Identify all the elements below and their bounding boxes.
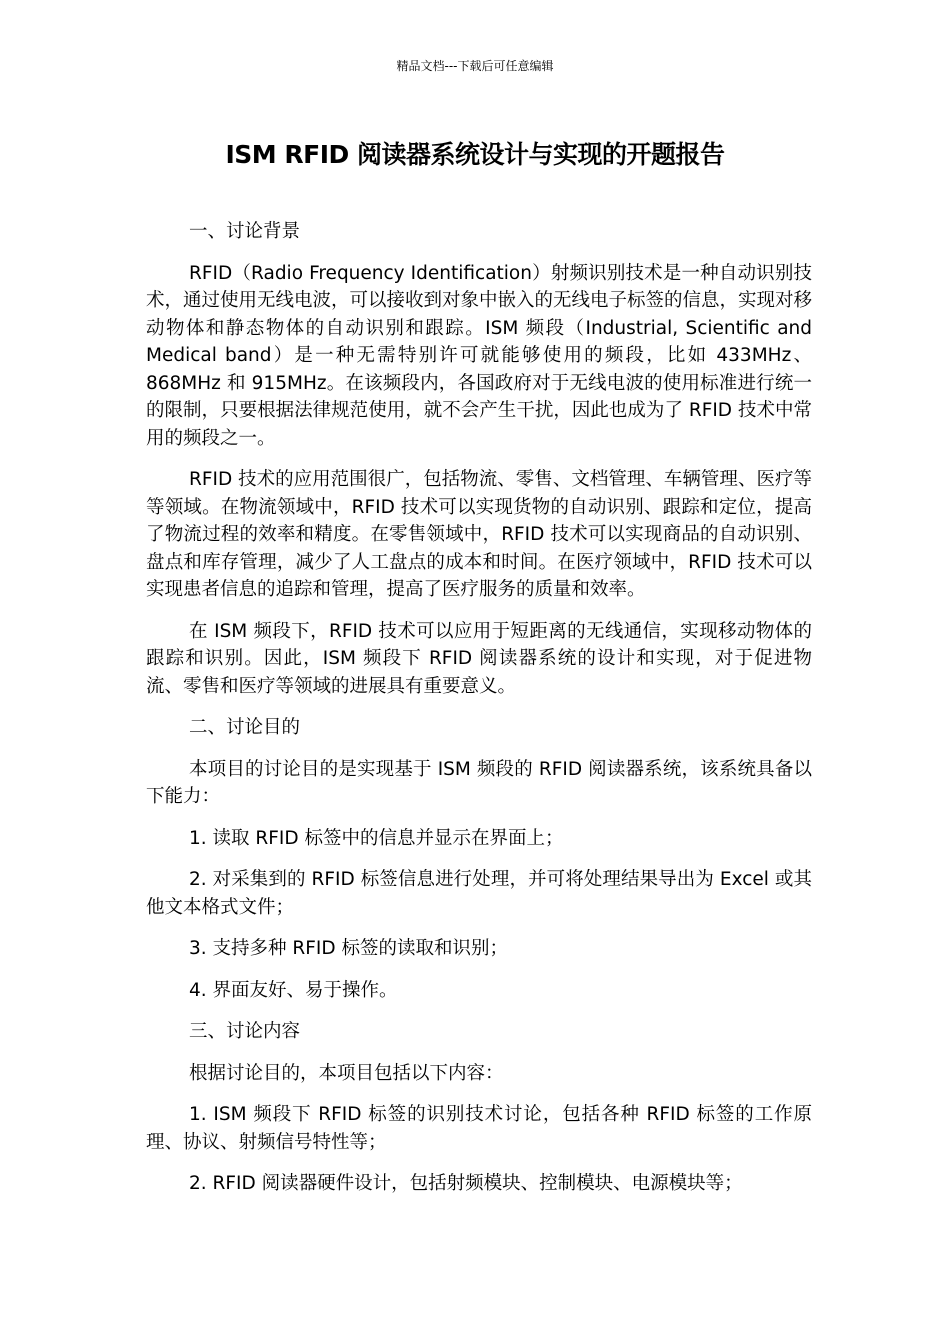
list-item-content-2: 2. RFID 阅读器硬件设计，包括射频模块、控制模块、电源模块等；: [189, 1173, 743, 1194]
paragraph-content-intro: 根据讨论目的，本项目包括以下内容：: [189, 1062, 504, 1084]
page-header: 精品文档---下载后可任意编辑: [396, 59, 554, 73]
section-heading-content: 三、讨论内容: [189, 1021, 301, 1042]
document-title: ISM RFID 阅读器系统设计与实现的开题报告: [225, 140, 725, 169]
section-heading-purpose: 二、讨论目的: [189, 717, 301, 738]
document-body: [146, 218, 812, 1212]
paragraph-rfid-applications: RFID 技术的应用范围很广，包括物流、零售、文档管理、车辆管理、医疗等等领域。在物流领域中，RFID 技术可以实现货物的自动识别、跟踪和定位，提高了物流过程的效率和精度。在零售领域中，RFID 技术可以实现商品的自动识别、盘点和库存管理，减少了人工盘点的成本和时间。在医疗领域中，RFID 技术可以实现患者信息的追踪和管理，提高了医疗服务的质量和效率。: [146, 469, 812, 600]
paragraph-purpose-intro: 本项目的讨论目的是实现基于 ISM 频段的 RFID 阅读器系统，该系统具备以下能力：: [146, 758, 812, 807]
paragraph-ism-significance: 在 ISM 频段下，RFID 技术可以应用于短距离的无线通信，实现移动物体的跟踪和识别。因此，ISM 频段下 RFID 阅读器系统的设计和实现，对于促进物流、零售和医疗等领域的进展具有重要意义。: [146, 620, 812, 697]
list-item-capability-3: 3. 支持多种 RFID 标签的读取和识别；: [189, 938, 508, 959]
list-item-capability-2: 2. 对采集到的 RFID 标签信息进行处理，并可将处理结果导出为 Excel 或其他文本格式文件；: [146, 869, 812, 918]
list-item-capability-4: 4. 界面友好、易于操作。: [189, 979, 398, 1001]
list-item-content-1: 1. ISM 频段下 RFID 标签的识别技术讨论，包括各种 RFID 标签的工作原理、协议、射频信号特性等；: [146, 1104, 812, 1153]
paragraph-rfid-intro: RFID（Radio Frequency Identification）射频识别技术是一种自动识别技术，通过使用无线电波，可以接收到对象中嵌入的无线电子标签的信息，实现对移动物体和静态物体的自动识别和跟踪。ISM 频段（Industrial, Scientific and Medical band）是一种无需特别许可就能够使用的频段，比如 433MHz、868MHz 和 915MHz。在该频段内，各国政府对于无线电波的使用标准进行统一的限制，只要根据法律规范使用，就不会产生干扰，因此也成为了 RFID 技术中常用的频段之一。: [146, 262, 813, 449]
section-heading-background: 一、讨论背景: [189, 221, 301, 242]
list-item-capability-1: 1. 读取 RFID 标签中的信息并显示在界面上；: [189, 827, 564, 849]
